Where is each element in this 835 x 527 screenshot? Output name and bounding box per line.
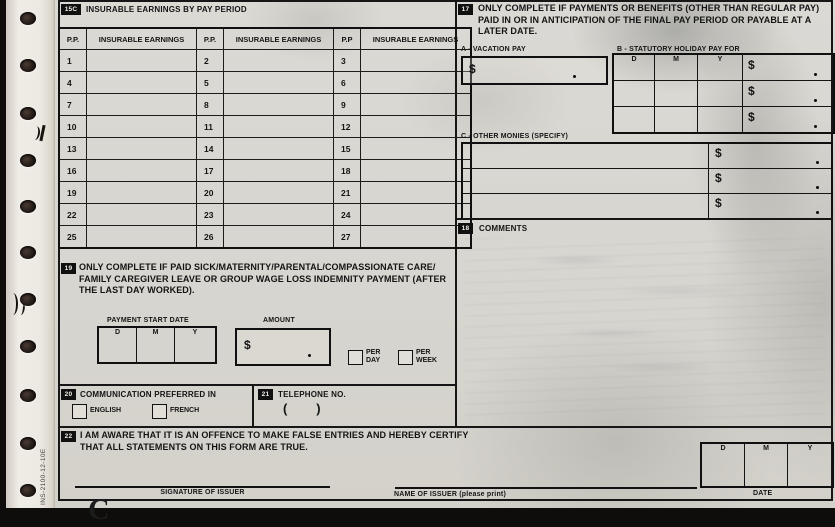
dollar-sign: $ — [748, 84, 755, 98]
insurable-earnings-cell[interactable] — [87, 50, 197, 72]
form-bottom-border — [58, 499, 833, 501]
earnings-row — [59, 204, 471, 226]
stat-holiday-date-cell[interactable] — [613, 81, 655, 107]
dmy-label: M — [673, 56, 679, 63]
other-monies-specify-cell[interactable] — [462, 194, 709, 220]
insurable-earnings-cell[interactable] — [224, 50, 334, 72]
insurable-earnings-cell[interactable] — [224, 160, 334, 182]
binder-hole — [20, 107, 36, 120]
stat-holiday-date-cell[interactable] — [655, 54, 698, 81]
form-top-border — [58, 0, 833, 2]
binder-hole — [20, 200, 36, 213]
insurable-earnings-cell[interactable] — [87, 72, 197, 94]
section-15c-title: INSURABLE EARNINGS BY PAY PERIOD — [86, 5, 247, 14]
section-19-badge: 19 — [61, 263, 76, 274]
pay-period-number: 26 — [197, 226, 224, 249]
dmy-label: D — [631, 56, 637, 63]
divider — [252, 384, 254, 427]
pay-period-number: 27 — [334, 226, 361, 249]
binder-hole — [20, 340, 36, 353]
other-monies-label: C - OTHER MONIES (SPECIFY) — [461, 133, 569, 140]
insurable-earnings-cell[interactable] — [224, 72, 334, 94]
per-day-label: PER DAY — [366, 349, 381, 365]
other-monies-amount-cell[interactable] — [709, 169, 833, 194]
issue-date-day-cell[interactable] — [701, 443, 745, 487]
earnings-row — [59, 116, 471, 138]
pay-period-number: 10 — [59, 116, 87, 138]
payment-date-day-cell[interactable] — [98, 327, 137, 363]
insurable-earnings-cell[interactable] — [361, 72, 472, 94]
date-label: DATE — [753, 490, 773, 497]
insurable-earnings-cell[interactable] — [361, 160, 472, 182]
pay-period-number: 23 — [197, 204, 224, 226]
signature-line[interactable] — [75, 486, 330, 488]
amount-input-box[interactable] — [235, 328, 331, 366]
payment-start-date-label: PAYMENT START DATE — [107, 317, 189, 324]
payment-start-date-box — [97, 326, 217, 364]
stat-holiday-date-cell[interactable] — [698, 54, 743, 81]
issue-date-year-cell[interactable] — [788, 443, 834, 487]
pay-period-number: 9 — [334, 94, 361, 116]
issue-date-month-cell[interactable] — [745, 443, 788, 487]
pay-period-number: 14 — [197, 138, 224, 160]
dollar-sign: $ — [748, 58, 755, 72]
binder-hole — [20, 246, 36, 259]
insurable-earnings-cell[interactable] — [224, 116, 334, 138]
section-18-badge: 18 — [458, 223, 473, 234]
english-checkbox[interactable] — [72, 404, 87, 419]
section-17-text: ONLY COMPLETE IF PAYMENTS OR BENEFITS (OTHER THAN REGULAR PAY) PAID IN OR IN ANTICIPATION OF THE FINAL PAY PERIOD OR PAYABLE AT A LATER DATE. — [478, 3, 820, 37]
comments-area[interactable] — [457, 236, 831, 424]
year-label: Y — [192, 329, 198, 336]
form-edge-code: INS-2100-12-10E — [40, 448, 47, 505]
insurable-earnings-cell[interactable] — [361, 138, 472, 160]
divider — [455, 218, 833, 220]
pay-period-number: 16 — [59, 160, 87, 182]
earnings-col-header: INSURABLE EARNINGS — [224, 28, 334, 50]
other-monies-amount-cell[interactable] — [709, 194, 833, 220]
insurable-earnings-cell[interactable] — [224, 94, 334, 116]
insurable-earnings-cell[interactable] — [361, 94, 472, 116]
earnings-row — [59, 138, 471, 160]
insurable-earnings-cell[interactable] — [224, 226, 334, 249]
binder-hole — [20, 59, 36, 72]
insurable-earnings-cell[interactable] — [361, 204, 472, 226]
section-20-title: COMMUNICATION PREFERRED IN — [80, 390, 217, 399]
stat-holiday-table — [612, 53, 835, 134]
pay-period-number: 8 — [197, 94, 224, 116]
pay-period-number: 19 — [59, 182, 87, 204]
decimal-dot — [308, 354, 311, 357]
pay-period-number: 2 — [197, 50, 224, 72]
earnings-col-header: P.P. — [59, 28, 87, 50]
dollar-sign: $ — [715, 146, 722, 160]
payment-date-year-cell[interactable] — [175, 327, 217, 363]
insurable-earnings-table — [58, 27, 472, 249]
earnings-row — [59, 226, 471, 249]
stat-holiday-amount-cell[interactable] — [743, 81, 835, 107]
insurable-earnings-cell[interactable] — [87, 116, 197, 138]
insurable-earnings-cell[interactable] — [361, 226, 472, 249]
per-day-checkbox[interactable] — [348, 350, 363, 365]
day-label: D — [114, 329, 121, 336]
year-label: Y — [807, 445, 813, 452]
pay-period-number: 6 — [334, 72, 361, 94]
month-label: M — [152, 329, 159, 336]
dollar-sign: $ — [715, 171, 722, 185]
section-19-text: ONLY COMPLETE IF PAID SICK/MATERNITY/PARENTAL/COMPASSIONATE CARE/ FAMILY CAREGIVER LEAVE OR GROUP WAGE LOSS INDEMNITY PAYMENT (AFTER THE LAST DAY WORKED). — [79, 262, 447, 296]
insurable-earnings-cell[interactable] — [87, 226, 197, 249]
earnings-row — [59, 182, 471, 204]
section-15c-badge: 15C — [61, 4, 81, 15]
decimal-dot — [816, 211, 819, 214]
earnings-col-header: INSURABLE EARNINGS — [87, 28, 197, 50]
binder-hole — [20, 293, 36, 306]
insurable-earnings-cell[interactable] — [87, 204, 197, 226]
stat-holiday-date-cell[interactable] — [655, 81, 698, 107]
pay-period-number: 24 — [334, 204, 361, 226]
stat-holiday-amount-cell[interactable] — [743, 54, 835, 81]
dmy-label: Y — [717, 56, 723, 63]
decimal-dot — [814, 99, 817, 102]
insurable-earnings-cell[interactable] — [224, 204, 334, 226]
earnings-row — [59, 72, 471, 94]
pay-period-number: 21 — [334, 182, 361, 204]
english-label: ENGLISH — [90, 407, 122, 414]
insurable-earnings-cell[interactable] — [361, 182, 472, 204]
decimal-dot — [816, 161, 819, 164]
dollar-sign: $ — [748, 110, 755, 124]
day-label: D — [720, 445, 726, 452]
other-monies-specify-cell[interactable] — [462, 143, 709, 169]
vacation-pay-label: A - VACATION PAY — [461, 46, 526, 53]
earnings-row — [59, 50, 471, 72]
section-22-badge: 22 — [61, 431, 76, 442]
insurable-earnings-cell[interactable] — [87, 138, 197, 160]
pay-period-number: 1 — [59, 50, 87, 72]
insurable-earnings-cell[interactable] — [361, 50, 472, 72]
pay-period-number: 25 — [59, 226, 87, 249]
stat-holiday-date-cell[interactable] — [655, 107, 698, 134]
decimal-dot — [816, 186, 819, 189]
binder-hole — [20, 484, 36, 497]
decimal-dot — [814, 125, 817, 128]
binder-hole — [20, 12, 36, 25]
pay-period-number: 22 — [59, 204, 87, 226]
divider — [58, 426, 833, 428]
pay-period-number: 13 — [59, 138, 87, 160]
vacation-pay-input-box[interactable] — [461, 56, 608, 85]
insurable-earnings-cell[interactable] — [87, 94, 197, 116]
other-monies-specify-cell[interactable] — [462, 169, 709, 194]
pay-period-number: 3 — [334, 50, 361, 72]
dollar-sign: $ — [244, 338, 251, 352]
dollar-sign: $ — [715, 196, 722, 210]
earnings-row — [59, 160, 471, 182]
pay-period-number: 12 — [334, 116, 361, 138]
name-of-issuer-line[interactable] — [395, 487, 697, 489]
pay-period-number: 15 — [334, 138, 361, 160]
stat-holiday-date-cell[interactable] — [613, 107, 655, 134]
other-monies-amount-cell[interactable] — [709, 143, 833, 169]
stat-holiday-label: B - STATUTORY HOLIDAY PAY FOR — [617, 46, 740, 53]
section-21-title: TELEPHONE NO. — [278, 390, 346, 399]
section-21-badge: 21 — [258, 389, 273, 400]
amount-label: AMOUNT — [263, 317, 295, 324]
payment-date-month-cell[interactable] — [137, 327, 175, 363]
pay-period-number: 18 — [334, 160, 361, 182]
other-monies-table — [461, 142, 833, 220]
earnings-col-header: P.P. — [197, 28, 224, 50]
earnings-row — [59, 94, 471, 116]
stat-holiday-date-cell[interactable] — [613, 54, 655, 81]
telephone-input[interactable]: ( ) — [283, 401, 321, 416]
dollar-sign: $ — [469, 62, 476, 76]
section-18-title: COMMENTS — [479, 224, 528, 233]
decimal-dot — [573, 75, 576, 78]
pay-period-number: 5 — [197, 72, 224, 94]
per-week-checkbox[interactable] — [398, 350, 413, 365]
binder-hole — [20, 154, 36, 167]
decimal-dot — [814, 73, 817, 76]
pay-period-number: 17 — [197, 160, 224, 182]
pay-period-number: 20 — [197, 182, 224, 204]
stat-holiday-date-cell[interactable] — [698, 107, 743, 134]
pay-period-number: 7 — [59, 94, 87, 116]
insurable-earnings-cell[interactable] — [361, 116, 472, 138]
divider — [58, 384, 457, 386]
insurable-earnings-cell[interactable] — [87, 160, 197, 182]
french-label: FRENCH — [170, 407, 200, 414]
section-20-badge: 20 — [61, 389, 76, 400]
form-paper — [55, 0, 835, 526]
binder-hole — [20, 437, 36, 450]
section-22-text: I AM AWARE THAT IT IS AN OFFENCE TO MAKE FALSE ENTRIES AND HEREBY CERTIFY THAT ALL STATEMENTS ON THIS FORM ARE TRUE. — [80, 430, 469, 452]
insurable-earnings-cell[interactable] — [87, 182, 197, 204]
french-checkbox[interactable] — [152, 404, 167, 419]
pay-period-number: 11 — [197, 116, 224, 138]
signature-of-issuer-label: SIGNATURE OF ISSUER — [160, 489, 245, 496]
earnings-col-header: P.P — [334, 28, 361, 50]
per-week-label: PER WEEK — [416, 349, 437, 365]
name-of-issuer-label: NAME OF ISSUER (please print) — [394, 491, 506, 498]
insurable-earnings-cell[interactable] — [224, 138, 334, 160]
pay-period-number: 4 — [59, 72, 87, 94]
stat-holiday-date-cell[interactable] — [698, 81, 743, 107]
cutoff-letter: C — [88, 493, 110, 526]
binder-hole — [20, 389, 36, 402]
insurable-earnings-cell[interactable] — [224, 182, 334, 204]
month-label: M — [763, 445, 769, 452]
section-17-badge: 17 — [458, 4, 473, 15]
earnings-col-header: INSURABLE EARNINGS — [361, 28, 472, 50]
issue-date-box — [700, 442, 834, 488]
stat-holiday-amount-cell[interactable] — [743, 107, 835, 134]
